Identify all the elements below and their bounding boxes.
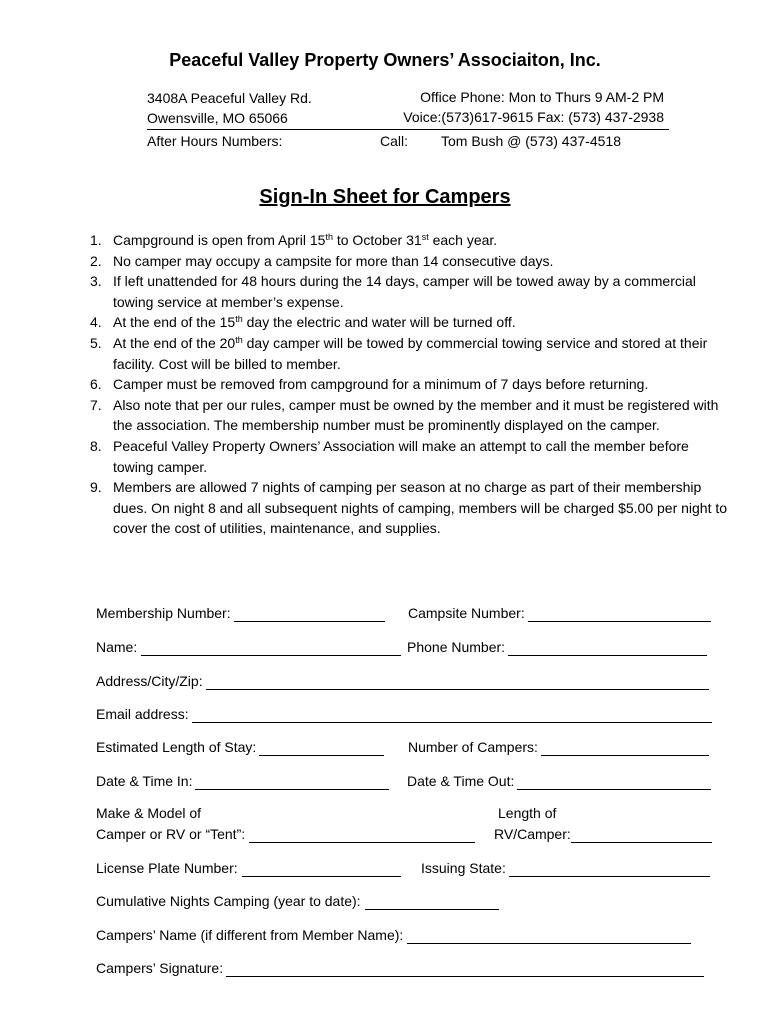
- license-plate-label: License Plate Number:: [96, 860, 238, 876]
- campers-signature-label: Campers’ Signature:: [96, 960, 224, 976]
- number-of-campers-line[interactable]: [541, 740, 709, 756]
- membership-number-line[interactable]: [234, 606, 385, 622]
- rv-length-line[interactable]: [571, 827, 712, 843]
- address-line[interactable]: [206, 674, 709, 690]
- date-time-in-field[interactable]: [96, 772, 389, 790]
- campsite-number-field[interactable]: [408, 604, 711, 622]
- date-time-in-line[interactable]: [195, 774, 389, 790]
- date-time-out-field[interactable]: [407, 772, 711, 790]
- rule-number: 3.: [90, 273, 102, 290]
- name-line[interactable]: [141, 640, 401, 656]
- cumulative-nights-line[interactable]: [365, 894, 499, 910]
- voice-fax: Voice:(573)617-9615 Fax: (573) 437-2938: [403, 109, 664, 125]
- rv-length-field[interactable]: [494, 825, 712, 843]
- email-line[interactable]: [192, 707, 712, 723]
- rule-item: 7. Also note that per our rules, camper must be owned by the member and it must be registered with the association. The membership number must be prominently displayed on the camper.: [90, 396, 719, 434]
- date-time-out-line[interactable]: [517, 774, 711, 790]
- make-model-line[interactable]: [249, 827, 475, 843]
- address-line-2: Owensville, MO 65066: [147, 110, 288, 126]
- address-field[interactable]: [96, 672, 709, 690]
- campsite-number-label: Campsite Number:: [408, 605, 525, 621]
- issuing-state-field[interactable]: [421, 859, 710, 877]
- organization-title: Peaceful Valley Property Owners’ Associaiton, Inc.: [169, 50, 601, 70]
- make-model-field[interactable]: [96, 825, 475, 843]
- campers-name-field[interactable]: [96, 926, 691, 944]
- campers-name-line[interactable]: [407, 928, 691, 944]
- phone-number-label: Phone Number:: [407, 639, 506, 655]
- email-field[interactable]: [96, 705, 712, 723]
- call-contact: Tom Bush @ (573) 437-4518: [441, 133, 621, 149]
- rule-number: 5.: [90, 334, 102, 351]
- make-model-label: Camper or RV or “Tent”:: [96, 826, 246, 842]
- phone-number-field[interactable]: [407, 638, 707, 656]
- campers-signature-line[interactable]: [226, 961, 704, 977]
- phone-number-line[interactable]: [508, 640, 707, 656]
- rule-number: 1.: [90, 232, 102, 248]
- number-of-campers-field[interactable]: [408, 738, 709, 756]
- after-hours-label: After Hours Numbers:: [147, 133, 283, 149]
- license-plate-line[interactable]: [242, 861, 401, 877]
- license-plate-field[interactable]: [96, 859, 401, 877]
- issuing-state-label: Issuing State:: [421, 860, 506, 876]
- rule-number: 8.: [90, 437, 102, 454]
- rv-length-label: RV/Camper:: [494, 826, 571, 842]
- length-of-stay-field[interactable]: [96, 738, 384, 756]
- cumulative-nights-field[interactable]: [96, 892, 499, 910]
- office-phone: Office Phone: Mon to Thurs 9 AM-2 PM: [420, 89, 664, 105]
- rule-item: 1. Campground is open from April 15th to October 31st each year.: [90, 230, 730, 251]
- name-label: Name:: [96, 639, 138, 655]
- membership-number-label: Membership Number:: [96, 605, 231, 621]
- name-field[interactable]: [96, 638, 401, 656]
- length-of-stay-line[interactable]: [259, 740, 384, 756]
- email-label: Email address:: [96, 706, 189, 722]
- rule-number: 4.: [90, 314, 102, 331]
- campers-name-label: Campers’ Name (if different from Member Name):: [96, 927, 404, 943]
- length-of-stay-label: Estimated Length of Stay:: [96, 739, 257, 755]
- rule-item: 3. If left unattended for 48 hours during the 14 days, camper will be towed away by a commercial towing service at member’s expense.: [90, 273, 696, 310]
- sheet-title: Sign-In Sheet for Campers: [259, 186, 511, 208]
- rule-item: 2. No camper may occupy a campsite for more than 14 consecutive days.: [90, 251, 730, 272]
- rule-number: 7.: [90, 396, 102, 413]
- rule-number: 2.: [90, 252, 102, 269]
- campers-signature-field[interactable]: [96, 959, 704, 977]
- length-label-line1: Length of: [498, 805, 557, 821]
- address-line-1: 3408A Peaceful Valley Rd.: [147, 90, 312, 106]
- issuing-state-line[interactable]: [509, 861, 710, 877]
- membership-number-field[interactable]: [96, 604, 385, 622]
- rule-number: 9.: [90, 479, 102, 496]
- make-model-label-line1: Make & Model of: [96, 805, 202, 821]
- date-time-out-label: Date & Time Out:: [407, 773, 515, 789]
- rule-item: 9. Members are allowed 7 nights of camping per season at no charge as part of their membership dues. On night 8 and all subsequent nights of camping, members will be charged $5.00 per night to cover the cost of utilities, maintenance, and supplies.: [90, 479, 728, 537]
- cumulative-nights-label: Cumulative Nights Camping (year to date):: [96, 893, 361, 909]
- campsite-number-line[interactable]: [528, 606, 711, 622]
- rule-number: 6.: [90, 376, 102, 393]
- rule-item: 6. Camper must be removed from campground for a minimum of 7 days before returning.: [90, 374, 730, 395]
- rule-item: 5. At the end of the 20th day camper will be towed by commercial towing service and stored at their facility. Cost will be billed to member.: [90, 334, 708, 372]
- rule-item: 8. Peaceful Valley Property Owners’ Association will make an attempt to call the member before towing camper.: [90, 437, 689, 475]
- number-of-campers-label: Number of Campers:: [408, 739, 538, 755]
- date-time-in-label: Date & Time In:: [96, 773, 193, 789]
- call-label: Call:: [380, 133, 409, 149]
- rules-list: [90, 230, 730, 539]
- address-label: Address/City/Zip:: [96, 673, 203, 689]
- header-divider: [147, 129, 669, 130]
- rule-item: 4. At the end of the 15th day the electric and water will be turned off.: [90, 312, 730, 333]
